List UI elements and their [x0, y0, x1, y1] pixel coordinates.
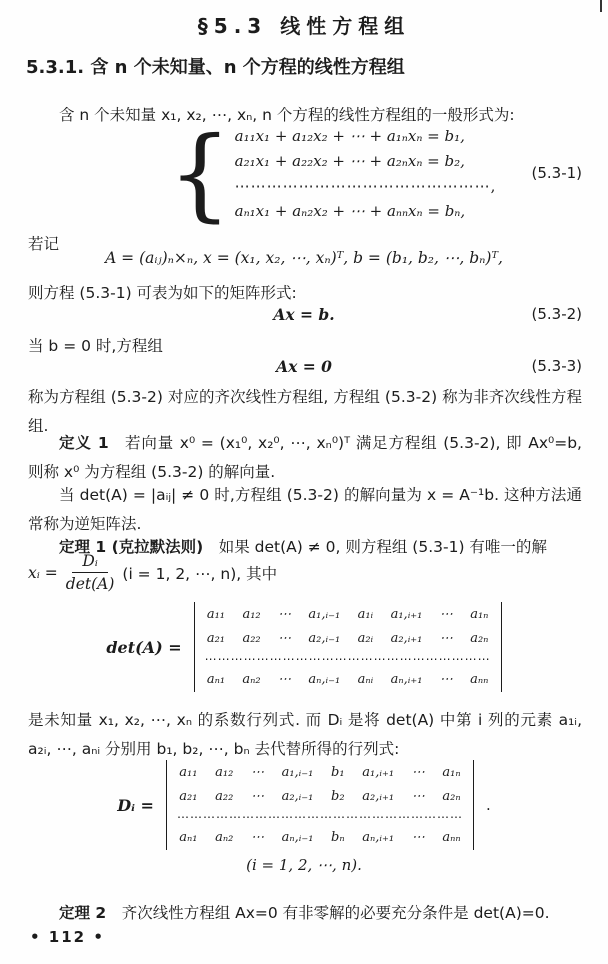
theorem-1-text: 如果 det(A) ≠ 0, 则方程组 (5.3-1) 有唯一的解 — [218, 537, 547, 556]
equation-row-533 — [0, 357, 608, 381]
detA-cell: a₂₁ — [206, 631, 226, 646]
theorem-2-text: 齐次线性方程组 Ax=0 有非零解的必要充分条件是 det(A)=0. — [121, 903, 550, 922]
detA-cell: ⋯ — [278, 631, 291, 646]
homogeneous-paragraph: 称为方程组 (5.3-2) 对应的齐次线性方程组, 方程组 (5.3-2) 称为非齐次线性方程组. — [28, 387, 582, 435]
index-note: (i = 1, 2, ⋯, n). — [246, 856, 362, 874]
detA-cell: aₙ,ᵢ₊₁ — [390, 672, 423, 687]
theorem-2-label: 定理 2 — [59, 903, 107, 922]
Di-cell: aₙₙ — [442, 830, 461, 845]
then-text: 则方程 (5.3-1) 可表为如下的矩阵形式: — [28, 283, 297, 302]
page-title: §5.3 线性方程组 — [197, 14, 411, 38]
detA-cell: aₙ,ᵢ₋₁ — [308, 672, 341, 687]
Di-cell: a₁,ᵢ₊₁ — [362, 765, 395, 780]
definition-1-label: 定义 1 — [59, 433, 109, 452]
Di-cell: b₁ — [331, 765, 345, 780]
detA-lhs: det(A) = — [106, 637, 182, 657]
matrix-equation: Ax = b. — [273, 305, 335, 324]
Di-cell: ⋯ — [250, 830, 264, 845]
equation-system-531 — [0, 115, 608, 232]
Di-cell: bₙ — [331, 830, 345, 845]
detA-cell: aₙ₁ — [206, 672, 226, 687]
definition-1 — [28, 429, 582, 487]
theorem-2 — [28, 899, 582, 928]
matrix-definitions: A = (aᵢⱼ)ₙ×ₙ, x = (x₁, x₂, ⋯, xₙ)ᵀ, b = (b₁, b₂, ⋯, bₙ)ᵀ, — [105, 249, 503, 267]
definition-1-text: 若向量 x⁰ = (x₁⁰, x₂⁰, ⋯, xₙ⁰)ᵀ 满足方程组 (5.3-2), 即 Ax⁰=b, 则称 x⁰ 为方程组 (5.3-2) 的解向量. — [28, 433, 582, 481]
equation-line: a₁₁x₁ + a₁₂x₂ + ⋯ + a₁ₙxₙ = b₁, — [234, 127, 465, 145]
when-text: 当 b = 0 时,方程组 — [28, 336, 163, 355]
detA-cell: ⋯ — [439, 672, 453, 687]
Di-cell: ⋯ — [411, 765, 425, 780]
determinant-detA — [0, 602, 608, 692]
equation-system-body — [168, 115, 497, 232]
detA-cell: a₂ᵢ — [357, 631, 374, 646]
equation-line-dots: ⋯⋯⋯⋯⋯⋯⋯⋯⋯⋯⋯⋯⋯⋯⋯⋯, — [234, 177, 497, 195]
section-heading: 5.3.1. 含 n 个未知量、n 个方程的线性方程组 — [26, 57, 405, 78]
detA-dots-row: ⋯⋯⋯⋯⋯⋯⋯⋯⋯⋯⋯⋯⋯⋯⋯⋯⋯⋯⋯⋯⋯⋯ — [204, 655, 491, 663]
detA-cell: a₁₁ — [206, 607, 226, 622]
Di-cell: ⋯ — [250, 765, 264, 780]
detA-cell: a₂,ᵢ₊₁ — [390, 631, 423, 646]
detA-cell: a₁ₙ — [470, 607, 489, 622]
detA-cell: ⋯ — [439, 607, 453, 622]
equation-lines — [235, 124, 497, 224]
detA-cell: a₂,ᵢ₋₁ — [308, 631, 341, 646]
inverse-method-paragraph: 当 det(A) = |aᵢⱼ| ≠ 0 时,方程组 (5.3-2) 的解向量为 x = A⁻¹b. 这种方法通常称为逆矩阵法. — [28, 485, 582, 533]
intro-paragraph: 含 n 个未知量 x₁, x₂, ⋯, xₙ, n 个方程的线性方程组的一般形式为: — [59, 105, 515, 124]
detA-cell: a₁,ᵢ₋₁ — [308, 607, 341, 622]
cramer-fraction — [66, 552, 115, 593]
Di-cell: a₁ₙ — [442, 765, 461, 780]
detA-cell: ⋯ — [278, 607, 291, 622]
Di-cell: aₙ₁ — [179, 830, 198, 845]
Di-cell: a₁,ᵢ₋₁ — [281, 765, 314, 780]
equation-line: aₙ₁x₁ + aₙ₂x₂ + ⋯ + aₙₙxₙ = bₙ, — [234, 202, 466, 220]
Di-lhs: Dᵢ = — [117, 795, 154, 815]
Di-cell: a₂,ᵢ₊₁ — [362, 789, 395, 804]
detA-cell: aₙₙ — [470, 672, 489, 687]
detA-cell: ⋯ — [278, 672, 291, 687]
Di-cell: a₂₂ — [215, 789, 234, 804]
Di-cell: a₁₂ — [215, 765, 234, 780]
left-brace: { — [168, 115, 232, 232]
theorem-1-label: 定理 1 (克拉默法则) — [59, 537, 204, 556]
solution-tail: (i = 1, 2, ⋯, n), 其中 — [122, 564, 278, 583]
Di-cell: a₁₁ — [179, 765, 198, 780]
Di-cell: ⋯ — [411, 789, 425, 804]
detA-matrix — [194, 602, 502, 692]
detA-cell: a₂ₙ — [470, 631, 489, 646]
detA-cell: a₁₂ — [242, 607, 261, 622]
Di-cell: ⋯ — [250, 789, 264, 804]
Di-cell: a₂,ᵢ₋₁ — [281, 789, 314, 804]
determinant-Di — [0, 760, 608, 850]
equation-line: a₂₁x₁ + a₂₂x₂ + ⋯ + a₂ₙxₙ = b₂, — [234, 152, 465, 170]
equation-row-532 — [0, 305, 608, 329]
fraction-denominator: det(A) — [65, 575, 115, 593]
Di-matrix — [166, 760, 474, 850]
equation-label-531: (5.3-1) — [531, 164, 582, 182]
detA-cell: a₁,ᵢ₊₁ — [390, 607, 423, 622]
detA-cell: a₁ᵢ — [357, 607, 374, 622]
fraction-numerator: Dᵢ — [72, 552, 108, 573]
coefficient-paragraph: 是未知量 x₁, x₂, ⋯, xₙ 的系数行列式. 而 Dᵢ 是将 det(A) 中第 i 列的元素 a₁ᵢ, a₂ᵢ, ⋯, aₙᵢ 分别用 b₁, b₂, ⋯, bₙ 去代替所得的行列式: — [28, 710, 582, 758]
Di-suffix: . — [485, 796, 491, 814]
solution-lhs: xᵢ = — [28, 563, 58, 582]
Di-cell: a₂₁ — [179, 789, 198, 804]
Di-cell: aₙ₂ — [215, 830, 234, 845]
Di-cell: aₙ,ᵢ₋₁ — [281, 830, 314, 845]
Di-cell: aₙ,ᵢ₊₁ — [362, 830, 395, 845]
detA-cell: a₂₂ — [242, 631, 261, 646]
Di-cell: a₂ₙ — [442, 789, 461, 804]
equation-label-533: (5.3-3) — [531, 357, 582, 375]
Di-cell: ⋯ — [411, 830, 425, 845]
page-number: • 112 • — [30, 928, 105, 946]
cramer-solution — [28, 552, 277, 593]
Di-dots-row: ⋯⋯⋯⋯⋯⋯⋯⋯⋯⋯⋯⋯⋯⋯⋯⋯⋯⋯⋯⋯⋯⋯ — [176, 813, 463, 821]
equation-label-532: (5.3-2) — [531, 305, 582, 323]
ruoji-text: 若记 — [28, 234, 60, 253]
Di-cell: b₂ — [331, 789, 345, 804]
detA-cell: aₙᵢ — [357, 672, 374, 687]
detA-cell: aₙ₂ — [242, 672, 261, 687]
detA-cell: ⋯ — [439, 631, 453, 646]
homogeneous-equation: Ax = 0 — [276, 357, 332, 376]
